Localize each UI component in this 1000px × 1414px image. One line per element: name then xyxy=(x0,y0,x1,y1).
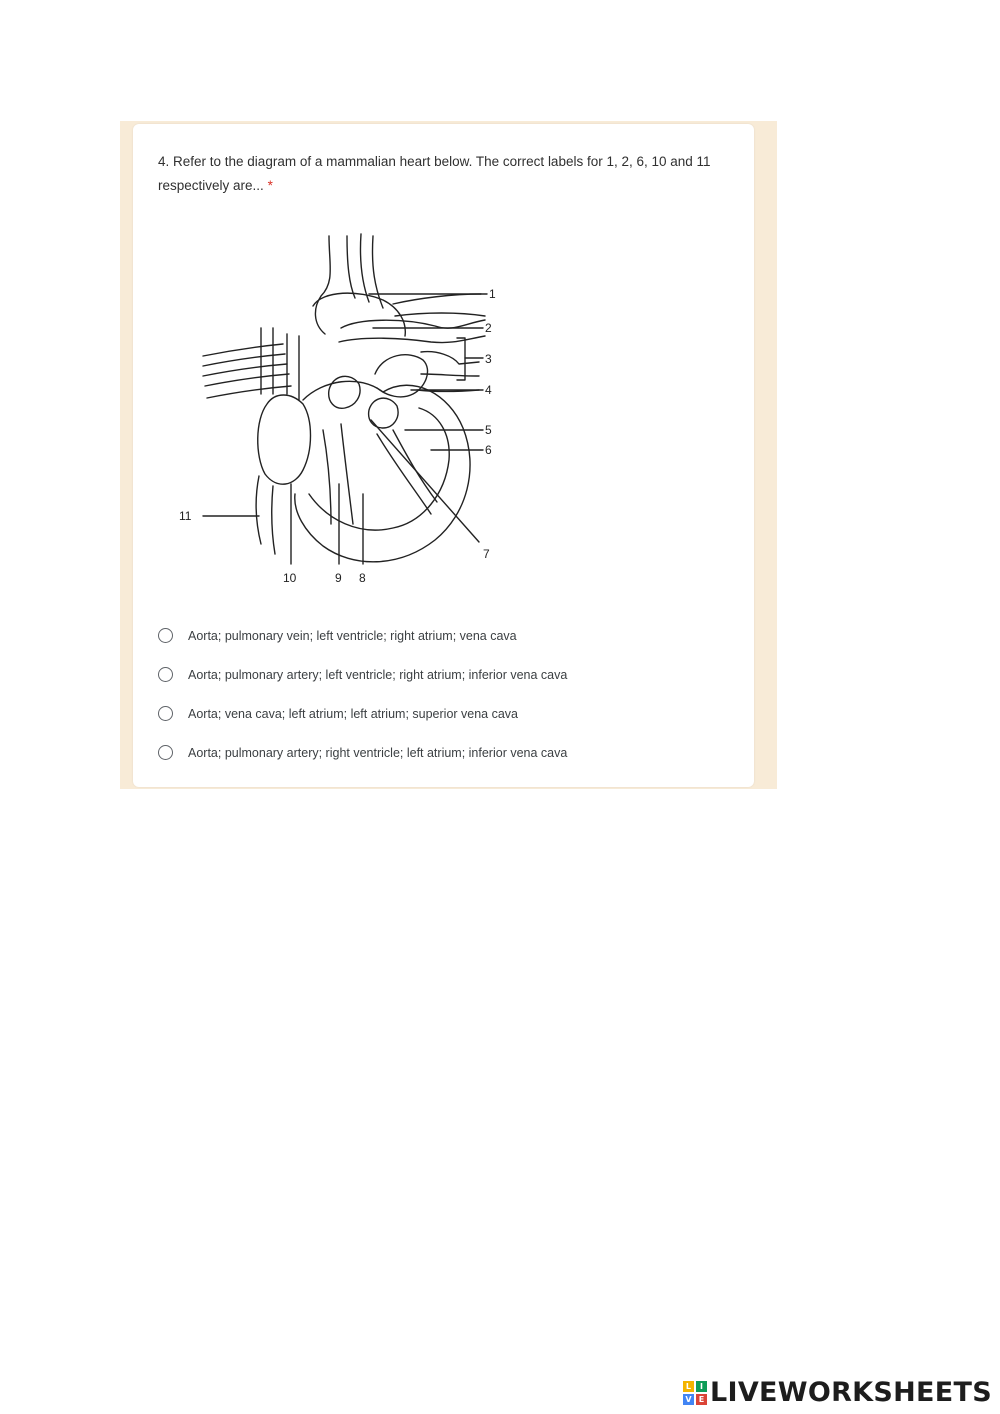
radio-button[interactable] xyxy=(158,706,173,721)
diagram-label-2: 2 xyxy=(485,321,492,335)
logo-letter: E xyxy=(696,1394,707,1405)
diagram-label-3: 3 xyxy=(485,352,492,366)
diagram-label-7: 7 xyxy=(483,547,490,561)
brand-logo-icon xyxy=(683,1381,707,1405)
option-1[interactable] xyxy=(158,616,738,655)
logo-letter: I xyxy=(696,1381,707,1392)
option-3[interactable] xyxy=(158,694,738,733)
diagram-label-11: 11 xyxy=(179,509,192,523)
required-mark: * xyxy=(267,178,273,193)
option-label: Aorta; pulmonary vein; left ventricle; right atrium; vena cava xyxy=(188,628,517,643)
question-card xyxy=(133,124,754,787)
radio-button[interactable] xyxy=(158,667,173,682)
diagram-label-5: 5 xyxy=(485,423,492,437)
option-label: Aorta; pulmonary artery; right ventricle; left atrium; inferior vena cava xyxy=(188,745,568,760)
brand-name: LIVEWORKSHEETS xyxy=(709,1377,992,1408)
diagram-label-10: 10 xyxy=(283,571,297,585)
answer-options xyxy=(158,616,738,772)
diagram-label-4: 4 xyxy=(485,383,492,397)
question-text: 4. Refer to the diagram of a mammalian heart below. The correct labels for 1, 2, 6, 10 and 11 respectively are... xyxy=(158,154,711,193)
liveworksheets-brand[interactable] xyxy=(683,1377,992,1408)
option-label: Aorta; pulmonary artery; left ventricle; right atrium; inferior vena cava xyxy=(188,667,568,682)
logo-letter: V xyxy=(683,1394,694,1405)
radio-button[interactable] xyxy=(158,745,173,760)
option-4[interactable] xyxy=(158,733,738,772)
diagram-label-8: 8 xyxy=(359,571,366,585)
question-title xyxy=(158,150,738,198)
radio-button[interactable] xyxy=(158,628,173,643)
option-label: Aorta; vena cava; left atrium; left atrium; superior vena cava xyxy=(188,706,519,721)
heart-diagram xyxy=(163,224,583,604)
diagram-label-1: 1 xyxy=(489,287,496,301)
diagram-label-6: 6 xyxy=(485,443,492,457)
option-2[interactable] xyxy=(158,655,738,694)
logo-letter: L xyxy=(683,1381,694,1392)
diagram-label-9: 9 xyxy=(335,571,342,585)
